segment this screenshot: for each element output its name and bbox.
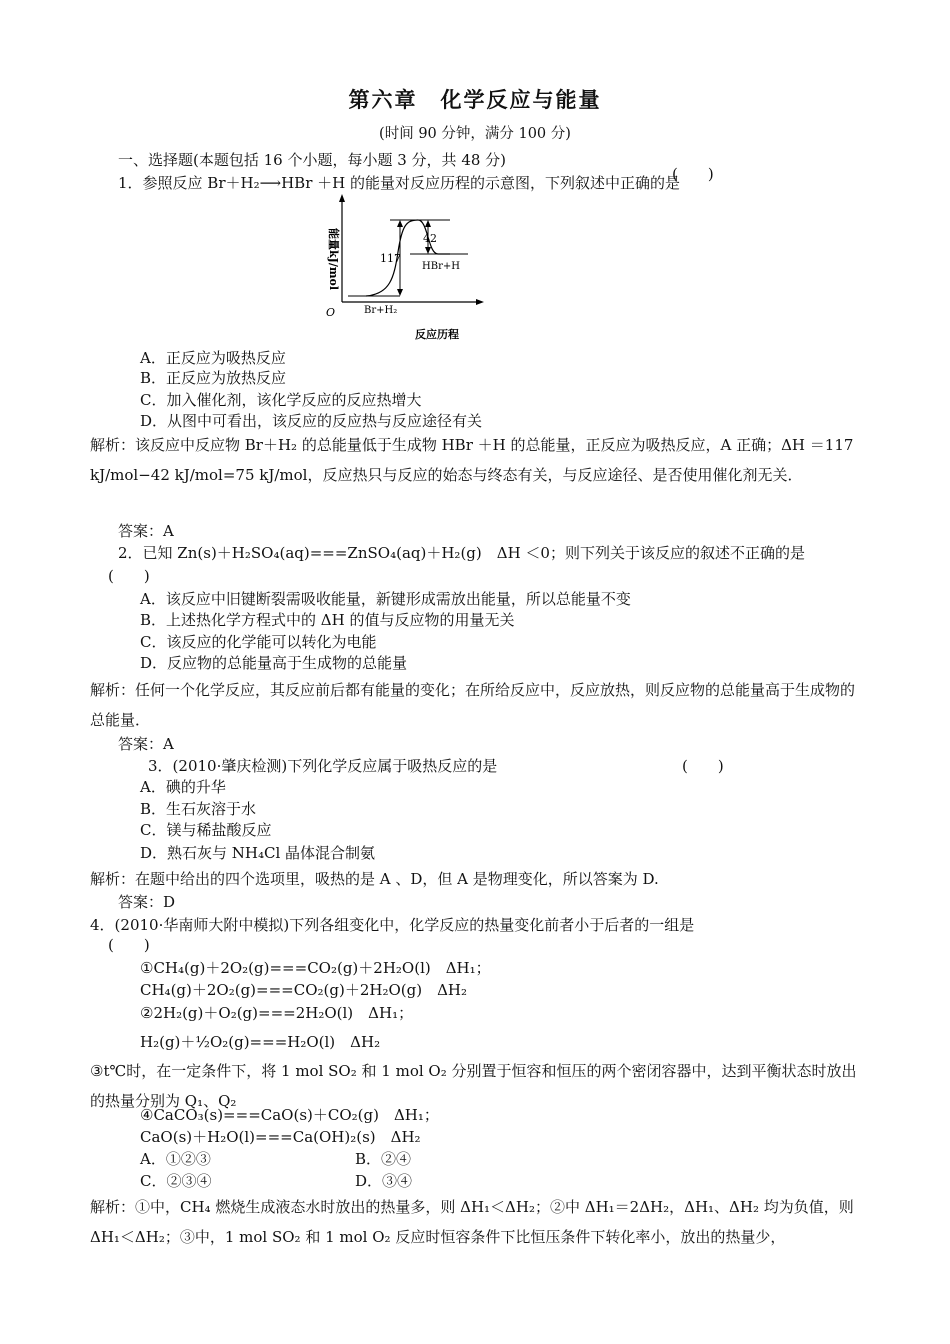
q4-option-a: A．①②③ <box>140 1150 211 1168</box>
q1-label-42: 42 <box>423 232 437 245</box>
q2-option-d: D．反应物的总能量高于生成物的总能量 <box>140 654 408 672</box>
q3-stem: 3．(2010·肇庆检测)下列化学反应属于吸热反应的是 <box>148 757 498 775</box>
q4-item: CaO(s)＋H₂O(l)===Ca(OH)₂(s) ΔH₂ <box>140 1128 421 1146</box>
page-subtitle: (时间 90 分钟，满分 100 分) <box>379 126 571 142</box>
q2-stem: 2．已知 Zn(s)＋H₂SO₄(aq)===ZnSO₄(aq)＋H₂(g) ΔH ＜0；则下列关于该反应的叙述不正确的是 <box>118 544 805 562</box>
q3-option-a: A．碘的升华 <box>140 778 226 796</box>
q1-answer: 答案：A <box>118 522 174 540</box>
q4-item: ④CaCO₃(s)===CaO(s)＋CO₂(g) ΔH₁； <box>140 1106 439 1124</box>
q1-xlabel: 反应历程 <box>415 328 459 341</box>
q4-option-c: C．②③④ <box>140 1172 212 1190</box>
q1-stem: 1．参照反应 Br＋H₂⟶HBr ＋H 的能量对反应历程的示意图，下列叙述中正确的是 <box>118 174 680 192</box>
q3-answer-paren: ( ) <box>682 757 724 775</box>
q2-answer: 答案：A <box>118 735 174 753</box>
q3-analysis: 解析：在题中给出的四个选项里，吸热的是 A 、D，但 A 是物理变化，所以答案为 D. <box>90 870 659 888</box>
q4-option-b: B．②④ <box>355 1150 412 1168</box>
page-title: 第六章 化学反应与能量 <box>348 87 602 112</box>
q3-option-b: B．生石灰溶于水 <box>140 800 257 818</box>
q1-origin: O <box>326 306 336 319</box>
q1-analysis: 解析：该反应中反应物 Br＋H₂ 的总能量低于生成物 HBr ＋H 的总能量，正反应为吸热反应，A 正确；ΔH ＝117 kJ/mol−42 kJ/mol=75 kJ/mol，反应热只与反应的始态与终态有关，与反应途径、是否使用催化剂无关． <box>90 436 854 484</box>
q1-energy-diagram <box>318 192 488 344</box>
q1-option-b: B．正反应为放热反应 <box>140 369 287 387</box>
q4-item: H₂(g)＋½O₂(g)===H₂O(l) ΔH₂ <box>140 1033 381 1051</box>
q3-option-d: D．熟石灰与 NH₄Cl 晶体混合制氨 <box>140 844 376 862</box>
q4-item: ①CH₄(g)＋2O₂(g)===CO₂(g)＋2H₂O(l) ΔH₁； <box>140 959 491 977</box>
q2-option-c: C．该反应的化学能可以转化为电能 <box>140 633 377 651</box>
q4-stem: 4．(2010·华南师大附中模拟)下列各组变化中，化学反应的热量变化前者小于后者的一组是 <box>90 916 695 934</box>
section-heading: 一、选择题(本题包括 16 个小题，每小题 3 分，共 48 分) <box>118 151 507 169</box>
q4-item: ③t℃时，在一定条件下，将 1 mol SO₂ 和 1 mol O₂ 分别置于恒容和恒压的两个密闭容器中，达到平衡状态时放出的热量分别为 Q₁、Q₂ <box>90 1062 857 1110</box>
q1-option-a: A．正反应为吸热反应 <box>140 349 286 367</box>
q1-label-reactant: Br+H₂ <box>364 305 398 316</box>
q3-option-c: C．镁与稀盐酸反应 <box>140 821 272 839</box>
q4-item: CH₄(g)＋2O₂(g)===CO₂(g)＋2H₂O(g) ΔH₂ <box>140 981 468 999</box>
q4-answer-paren: ( ) <box>108 936 150 954</box>
q2-analysis: 解析：任何一个化学反应，其反应前后都有能量的变化；在所给反应中，反应放热，则反应物的总能量高于生成物的总能量． <box>90 681 856 729</box>
q4-option-d: D．③④ <box>355 1172 413 1190</box>
q1-label-product: HBr+H <box>422 261 460 272</box>
q2-option-a: A．该反应中旧键断裂需吸收能量，新键形成需放出能量，所以总能量不变 <box>140 590 631 608</box>
q2-option-b: B．上述热化学方程式中的 ΔH 的值与反应物的用量无关 <box>140 611 515 629</box>
q1-option-c: C．加入催化剂，该化学反应的反应热增大 <box>140 391 422 409</box>
q1-answer-paren: ( ) <box>672 165 714 183</box>
q2-answer-paren: ( ) <box>108 567 150 585</box>
q1-ylabel: 能量kJ/mol <box>327 228 340 290</box>
q3-answer: 答案：D <box>118 893 176 911</box>
q1-label-117: 117 <box>380 252 401 265</box>
q4-item: ②2H₂(g)＋O₂(g)===2H₂O(l) ΔH₁； <box>140 1004 414 1022</box>
q4-analysis: 解析：①中，CH₄ 燃烧生成液态水时放出的热量多，则 ΔH₁＜ΔH₂；②中 ΔH₁＝2ΔH₂，ΔH₁、ΔH₂ 均为负值，则 ΔH₁＜ΔH₂；③中，1 mol SO₂ 和 1 mol O₂ 反应时恒容条件下比恒压条件下转化率小，放出的热量少， <box>90 1198 854 1246</box>
q1-option-d: D．从图中可看出，该反应的反应热与反应途径有关 <box>140 412 483 430</box>
